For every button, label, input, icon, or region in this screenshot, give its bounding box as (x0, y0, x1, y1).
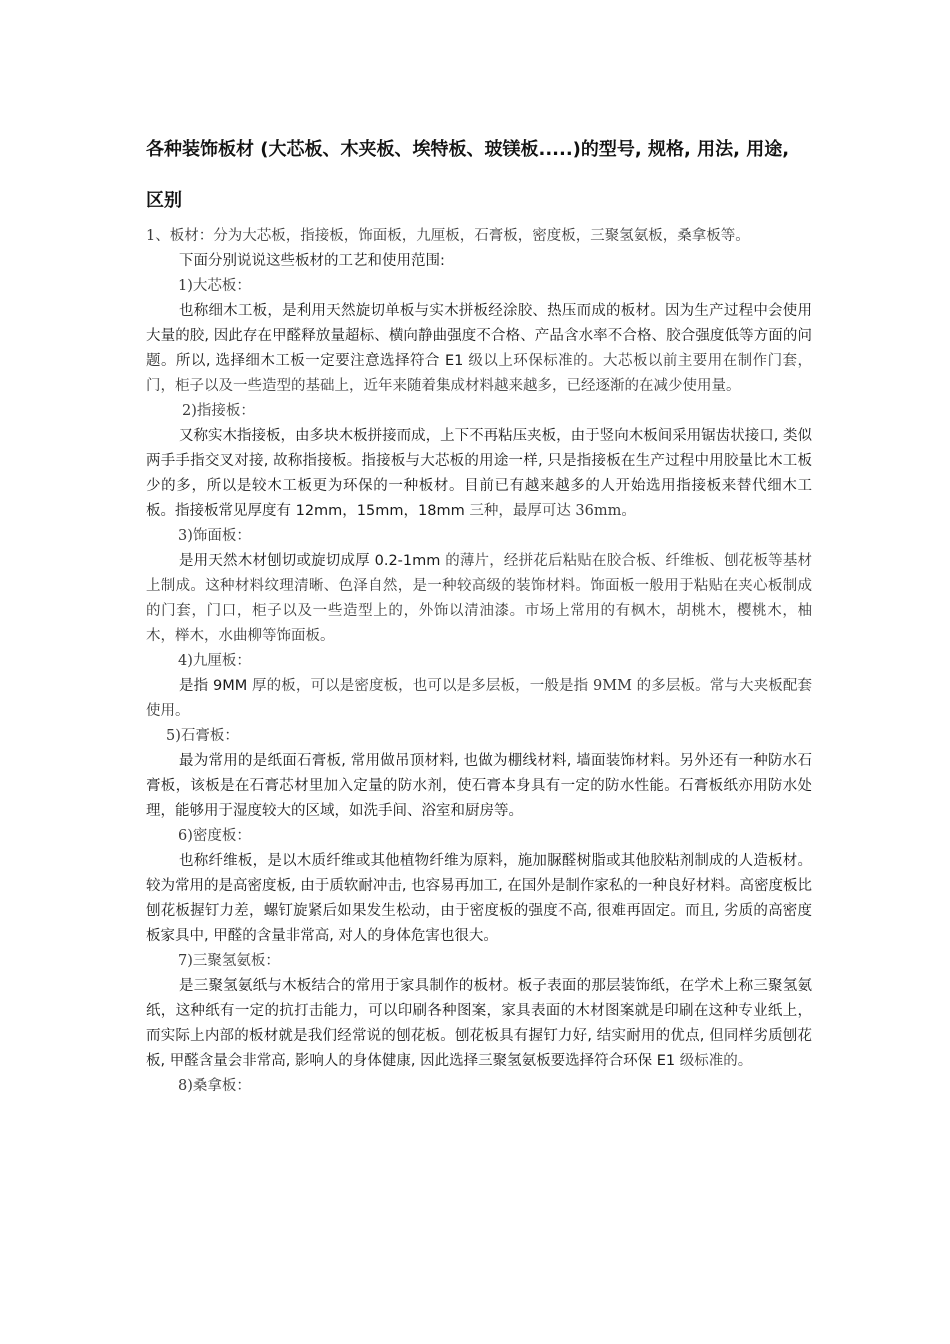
heading-shigaoban (146, 724, 812, 749)
heading-daxinban (146, 274, 812, 299)
heading-text: 4)九厘板： (178, 653, 251, 669)
paragraph-text: 又称实木指接板，由多块木板拼接而成，上下不再粘压夹板，由于竖向木板间采用锯齿状接口, 类似两手手指交叉对接, 故称指接板。指接板与大芯板的用途一样, 只是指接板在生产过程中用胶量比木工板少的多，所以是较木工板更为环保的一种板材。目前已有越来越多的人开始选用指接板来替代细木工板。指接板常见厚度有 12mm，15mm，18mm (146, 428, 812, 519)
heading-sangnaban (146, 1074, 812, 1099)
paragraph-text-serif: 的薄片，经拼花后粘贴在胶合板、纤维板、刨花板等基材上制成。这种材料纹理清晰、色泽自然，是一种较高级的装饰材料。饰面板一般用于粘贴在夹心板制成的门套，门口，柜子以及一些造型上的，外饰以清油漆。市场上常用的有枫木，胡桃木，樱桃木，柚木，榉木，水曲柳等饰面板。 (146, 553, 813, 644)
heading-zhijieban (146, 399, 812, 424)
heading-shimianban (146, 524, 812, 549)
heading-text: 5)石膏板： (166, 728, 239, 744)
paragraph-shimianban (146, 549, 812, 649)
heading-text: 8)桑拿板： (178, 1078, 251, 1094)
paragraph-text: 最为常用的是纸面石膏板, 常用做吊顶材料, 也做为棚线材料, 墙面装饰材料。另外还有一种防水石膏板，该板是在石膏芯材里加入定量的防水剂，使石膏本身具有一定的防水性能。石膏板纸亦用防水处理，能够用于湿度较大的区域，如洗手间、浴室和厨房等。 (146, 753, 812, 819)
intro-sentence: 下面分别说说这些板材的工艺和使用范围: (179, 253, 445, 269)
paragraph-text-serif: 级标准的。 (675, 1053, 753, 1069)
paragraph-text: 是用天然木材刨切或旋切成厚 0.2-1mm (179, 553, 441, 569)
paragraph-text: 是指 9MM (179, 678, 248, 694)
paragraph-sanjuqinganban (146, 974, 812, 1074)
document-title-line-2: 区别 (146, 190, 182, 211)
heading-text: 2)指接板： (182, 403, 255, 419)
heading-text: 6)密度板： (178, 828, 251, 844)
paragraph-text-serif: 厚的板，可以是密度板，也可以是多层板，一般是指 9MM 的多层板。常与大夹板配套使用。 (146, 678, 813, 719)
heading-miduban (146, 824, 812, 849)
heading-jiuliban (146, 649, 812, 674)
paragraph-jiuliban (146, 674, 812, 724)
intro-line: 1、板材：分为大芯板，指接板，饰面板，九厘板，石膏板，密度板，三聚氢氨板，桑拿板等。 (146, 228, 750, 244)
paragraph-text: 也称纤维板，是以木质纤维或其他植物纤维为原料，施加脲醛树脂或其他胶粘剂制成的人造板材。较为常用的是高密度板, 由于质软耐冲击, 也容易再加工, 在国外是制作家私的一种良好材料。高密度板比刨花板握钉力差，螺钉旋紧后如果发生松动，由于密度板的强度不高, 很难再固定。而且, 劣质的高密度板家具中, 甲醛的含量非常高, 对人的身体危害也很大。 (146, 853, 812, 944)
paragraph-text: 也称细木工板，是利用天然旋切单板与实木拼板经涂胶、热压而成的板材。因为生产过程中会使用大量的胶, 因此存在甲醛释放量超标、横向静曲强度不合格、产品含水率不合格、胶合强度低等方面的问题。所以, 选择细木工板一定要注意选择符合 E1 (146, 303, 812, 369)
paragraph-text-serif: 级以上环保标准的。大芯板以前主要用在制作门套，门，柜子以及一些造型的基础上，近年来随着集成材料越来越多，已经逐渐的在减少使用量。 (146, 353, 812, 394)
paragraph-miduban (146, 849, 812, 949)
paragraph-text-serif: 三种，最厚可达 36mm。 (464, 503, 636, 519)
paragraph-shigaoban (146, 749, 812, 824)
paragraph-text: 是三聚氢氨纸与木板结合的常用于家具制作的板材。板子表面的那层装饰纸，在学术上称三聚氢氨纸，这种纸有一定的抗打击能力，可以印刷各种图案，家具表面的木材图案就是印刷在这种专业纸上，而实际上内部的板材就是我们经常说的刨花板。刨花板具有握钉力好, 结实耐用的优点, 但同样劣质刨花板, 甲醛含量会非常高, 影响人的身体健康, 因此选择三聚氢氨板要选择符合环保 E1 (146, 978, 812, 1069)
heading-text: 7)三聚氢氨板： (178, 953, 280, 969)
paragraph-daxinban (146, 299, 812, 399)
heading-sanjuqinganban (146, 949, 812, 974)
heading-text: 3)饰面板： (178, 528, 251, 544)
document-body (146, 224, 812, 1099)
heading-text: 1)大芯板： (178, 278, 251, 294)
paragraph-zhijieban (146, 424, 812, 524)
document-title-line-1: 各种装饰板材 (大芯板、木夹板、埃特板、玻镁板.....)的型号, 规格, 用法, 用途, (146, 139, 790, 160)
